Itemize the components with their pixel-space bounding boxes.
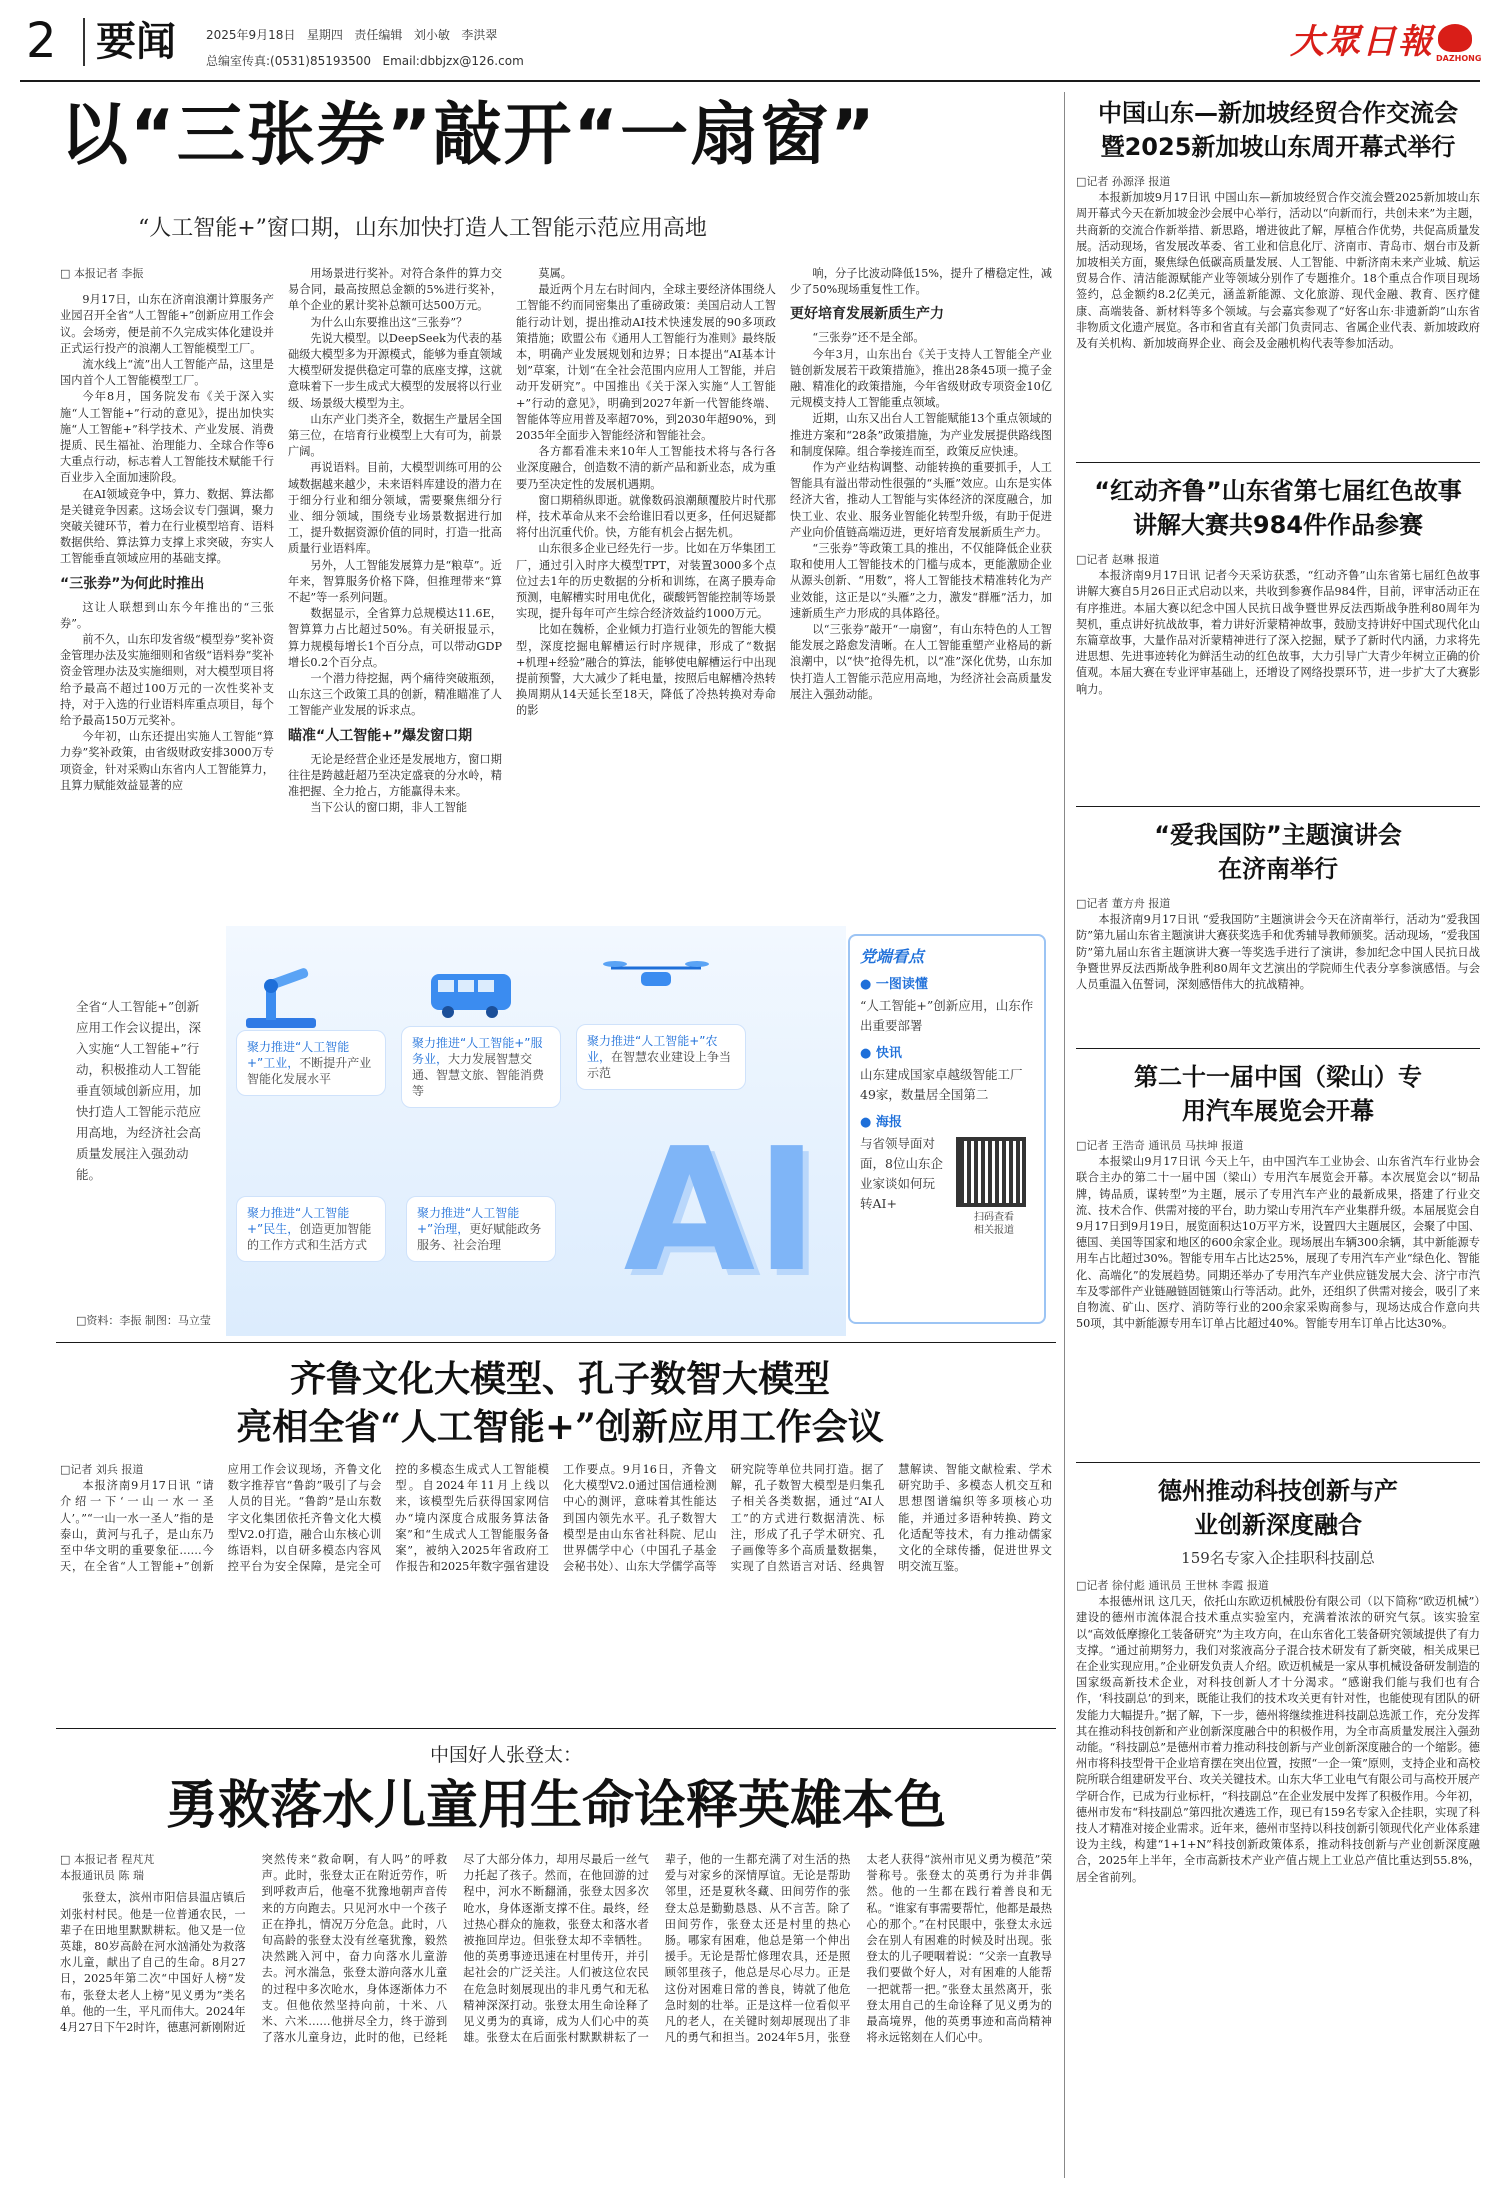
page-header [0, 0, 1500, 80]
robot-arm-illustration [236, 956, 326, 1036]
paragraph: 本报济南9月17日讯 “请介绍一下‘一山一水一圣人’。”“一山一水一圣人”指的是泰山，黄河与孔子，是山东乃至中华文明的重要象征……今天，在全省“人工智能+”创新应用工作会议现场，齐鲁文化数字推荐官“鲁韵”吸引了与会人员的目光。“鲁韵”是山东数字文化集团依托齐鲁文化大模型V2.0打造，融合山东核心训练语料，以自研多模态内容风控平台为安全保障，是完全可控的多模态生成式人工智能模型。自2024年11月上线以来，该模型先后获得国家网信办“境内深度合成服务算法备案”和“生成式人工智能服务备案”，被纳入2025年省政府工作报告和2025年数字强省建设工作要点。9月16日，齐鲁文化大模型V2.0通过国信通检测中心的测评，意味着其性能达到国内领先水平。孔子数智大模型是由山东省社科院、尼山世界儒学中心（中国孔子基金会秘书处）、山东大学儒学高等研究院等单位共同打造。据了解，孔子数智大模型是归集孔子相关各类数据，通过“AI人工”的方式进行数据清洗、标注，形成了孔子学术研究、孔子画像等多个高质量数据集，实现了自然语言对话、经典智慧解读、智能文献检索、学术研究助手、多模态人机交互和思想图谱编织等多项核心功能，并通过多语种转换、跨文化适配等技术，有力推动儒家文化的全球传播，促进世界文明交流互鉴。 [60, 1463, 1052, 1574]
paragraph: 数据显示，全省算力总规模达11.6E，智算算力占比超过50%。有关研报显示，算力规模每增长1个百分点，可以带动GDP增长0.2个百分点。 [288, 607, 502, 669]
editor-label: 责任编辑 [354, 28, 403, 42]
lead-col-2 [288, 266, 502, 970]
paragraph: “三张券”等政策工具的推出，不仅能降低企业获取和使用人工智能技术的门槛与成本，更能激励企业从源头创新、“用数”，将人工智能技术精准转化为产业效能，这正是以“头雁”之力，激发“群雁”活力，加速新质生产力形成的具体路径。 [790, 542, 1052, 620]
paragraph: 无论是经营企业还是发展地方，窗口期往往是跨越赶超乃至决定盛衰的分水岭，精准把握、全力抢占，方能赢得未来。 [288, 752, 502, 799]
paragraph: 比如在魏桥，企业倾力打造行业领先的智能大模型，深度挖掘电解槽运行时序规律，形成了“数据+机理+经验”融合的算法，能够使电解槽运行中出现提前预警，大大减少了耗电量，按照后电解槽冷热转换周期从14天延长至18天，降低了冷热转换对寿命的影 [516, 623, 776, 718]
subheadline: 159名专家入企挂职科技副总 [1181, 1549, 1375, 1567]
paragraph: 今年8月，国务院发布《关于深入实施“人工智能+”行动的意见》，提出加快实施“人工智能+”科学技术、产业发展、消费提质、民生福祉、治理能力、全球合作等6大重点行动，标志着人工智能技术赋能千行百业步入全面加速阶段。 [60, 390, 274, 485]
right-story-2 [1076, 474, 1480, 800]
paragraph: 今年初，山东还提出实施人工智能“算力券”奖补政策，由省级财政安排3000万专项资金，针对采购山东省内人工智能算力，且算力赋能效益显著的应 [60, 730, 274, 792]
headline: 第二十一届中国（梁山）专用汽车展览会开幕 [1134, 1063, 1422, 1125]
sidebar-section: ● 一图读懂 “人工智能+”创新应用，山东作出重要部署 [860, 977, 1034, 1033]
chip-agriculture: 聚力推进“人工智能+”农业，在智慧农业建设上争当示范 [576, 1024, 746, 1090]
header-rule [20, 80, 1480, 82]
byline: □记者 孙源泽 报道 [1076, 175, 1171, 188]
art2-title-2: 亮相全省“人工智能+”创新应用工作会议 [236, 1406, 884, 1448]
sidebar-section: ● 快讯 山东建成国家卓越级智能工厂49家，数量居全国第二 [860, 1046, 1023, 1102]
paragraph: 流水线上“流”出人工智能产品，这里是国内首个人工智能模型工厂。 [60, 358, 274, 388]
page-number: 2 [26, 13, 57, 69]
lead-title: 以“三张券”敲开“一扇窗” [60, 96, 877, 175]
paragraph: 本报德州讯 这几天，依托山东欧迈机械股份有限公司（以下简称“欧迈机械”）建设的德州市流体混合技术重点实验室内，充满着浓浓的研究气氛。该实验室以“高效低摩擦化工装备研究”为主攻方向，在山东省化工装备研究领域提供了有力支撑。“通过前期努力，我们对浆液高分子混合技术研发有了新突破，相关成果已在企业实现应用。”企业研发负责人介绍。欧迈机械是一家从事机械设备研发制造的国家级高新技术企业，对科技创新人才十分渴求。“感谢我们能与我们也有合作，‘科技副总’的到来，既能让我们的技术攻关更有针对性，也能使现有团队的研发能力大幅提升。”据了解，下一步，德州将继续推进科技副总选派工作，充分发挥其在推动科技创新和产业创新深度融合中的积极作用，为全市高质量发展注入强劲动能。“科技副总”是德州市着力推动科技创新与产业创新深度融合的一个缩影。德州市将科技型骨干企业培育摆在突出位置，按照“一企一策”原则，支持企业和高校院所联合组建研发平台、攻关关键技术。山东大华工业电气有限公司与高校开展产学研合作，已成为行业标杆，“科技副总”在企业发展中发挥了积极作用。今年初，德州市发布“科技副总”第四批次遴选工作，现已有159名专家入企挂职，实现了科技人才精准对接企业需求。近年来，德州市坚持以科技创新引领现代化产业体系建设为主线，构建“1+1+N”科技创新政策体系，推动科技创新与产业创新深度融合，2025年上半年，全市高新技术产业产值占规上工业总产值比重达到55.8%，居全省前列。 [1076, 1595, 1480, 1884]
paragraph: 作为产业结构调整、动能转换的重要抓手，人工智能具有溢出带动性很强的“头雁”效应。山东是实体经济大省，推动人工智能与实体经济的深度融合，加快工业、农业、服务业智能化转型升级，有助于促进产业向价值链高端迈进，更好培育发展新质生产力。 [790, 461, 1052, 539]
paragraph: 用场景进行奖补。对符合条件的算力交易合同，最高按照总金额的5%进行奖补，单个企业的累计奖补总额可达500万元。 [288, 267, 502, 313]
art3-body [60, 1852, 1052, 2178]
subheading: “三张券”为何此时推出 [60, 575, 205, 592]
logo-text: 大眾日報 [1290, 22, 1434, 62]
paragraph: 本报济南9月17日讯 记者今天采访获悉，“红动齐鲁”山东省第七届红色故事讲解大赛自5月26日正式启动以来，共收到参赛作品984件，目前，评审活动正在有序推进。本届大赛以纪念中国人民抗日战争暨世界反法西斯战争胜利80周年为契机，重点讲好抗战故事，着力讲好沂蒙精神故事，鼓励支持讲好中国式现代化山东篇章故事，大量作品对沂蒙精神进行了深入挖掘，赋予了新时代内涵，力求将先进思想、先进事迹转化为鲜活生动的红色故事，大力引导广大青少年树立正确的价值观。本届大赛在专业评审基础上，还增设了网络投票环节，进一步扩大了大赛影响力。 [1076, 569, 1480, 696]
drone-illustration [601, 946, 711, 1006]
sidebar-title: 党端看点 [860, 947, 925, 966]
headline: 德州推动科技创新与产业创新深度融合 [1158, 1477, 1398, 1539]
paragraph: 近期，山东又出台人工智能赋能13个重点领域的推进方案和“28条”政策措施，为产业发展提供路线图和制度保障。组合拳接连而至，政策反应快速。 [790, 412, 1052, 458]
paragraph: 在AI领域竞争中，算力、数据、算法都是关键竞争因素。这场会议专门强调，聚力突破关键环节，着力在行业模型培育、语料数据供给、算法算力支撑上求突破，夯实人工智能垂直领域应用的基础支撑。 [60, 487, 274, 566]
ai-block-graphic: AI [623, 1112, 819, 1310]
right-story-5 [1076, 1474, 1480, 2178]
byline: □记者 赵琳 报道 [1076, 553, 1160, 566]
paragraph: 本报新加坡9月17日讯 中国山东—新加坡经贸合作交流会暨2025新加坡山东周开幕式今天在新加坡金沙会展中心举行，活动以“向新而行，共创未来”为主题，共商新的交流合作新举措、新思路，增进彼此了解，厚植合作优势，共促高质量发展。活动现场，省发展改革委、省工业和信息化厅、济南市、青岛市、烟台市及新加坡相关方面，聚焦绿色低碳高质量发展、人工智能、中新济南未来产业城、航运贸易合作、清洁能源赋能产业等领域分别作了专题推介。18个重点合作项目现场签约，总金额约8.2亿美元，涵盖新能源、文化旅游、现代金融、教育、医疗健康、高端装备、新材料等多个领域。与会嘉宾参观了“好客山东·非遗新韵”山东省非物质文化遗产展览。各市和省直有关部门负责同志、省属企业代表、新加坡政府及有关机构、新加坡商界企业、商会及金融机构代表等参加活动。 [1076, 191, 1480, 351]
issue-date: 2025年9月18日 [206, 28, 296, 42]
newspaper-logo [1290, 20, 1480, 72]
divider [1076, 1048, 1480, 1049]
paragraph: 本报梁山9月17日讯 今天上午，由中国汽车工业协会、山东省汽车行业协会联合主办的第二十一届中国（梁山）专用汽车展览会开幕。本次展览会以“韧品牌，铸品质，谋转型”为主题，展示了专用汽车产业的最新成果，搭建了行业交流、技术合作、供需对接的平台，助力梁山专用汽车产业集群升级。本届展览会自9月17日到9月19日，展览面积达10万平方米，设置四大主题展区，会聚了中国、德国、美国等国家和地区的600余家企业。现场展出车辆300余辆，其中新能源专用车占比超过30%。智能专用车占比达25%，展现了专用汽车产业“绿色化、智能化、高端化”的发展趋势。同期还举办了专用汽车产业供应链发展大会、济宁市汽车及零部件产业链融链固链策山行等活动。此外，还组织了供需对接会，吸引了来自物流、矿山、医疗、消防等行业的200余家采购商参与，现场达成合作意向共50项，其中新能源专用车订单占比超过40%。智能专用车订单占比达30%。 [1076, 1155, 1480, 1331]
editor-name: 刘小敏 [413, 28, 450, 42]
divider [56, 1728, 1056, 1729]
paragraph: 山东产业门类齐全，数据生产量居全国第三位，在培育行业模型上大有可为，前景广阔。 [288, 412, 502, 459]
header-divider [83, 18, 85, 66]
paragraph: 最近两个月左右时间内，全球主要经济体围绕人工智能不约而同密集出了重磅政策：美国启动人工智能行动计划，提出推动AI技术快速发展的90多项政策措施；欧盟公布《通用人工智能行为准则》最终版本，明确产业发展规划和边界；日本提出“AI基本计划”草案，计划“在全社会范围内应用人工智能，并启动开发研究”。中国推出《关于深入实施“人工智能+”行动的意见》，明确到2027年新一代智能终端、智能体等应用普及率超70%，到2030年超90%，到2035年全面步入智能经济和智能社会。 [516, 283, 776, 443]
paragraph: 一个潜力待挖掘，两个痛待突破瓶颈，山东这三个政策工具的创新，精准瞄准了人工智能产业发展的诉求点。 [288, 672, 502, 718]
art3-kicker: 中国好人张登太： [430, 1744, 583, 1766]
chip-industry: 聚力推进“人工智能+”工业，不断提升产业智能化发展水平 [236, 1030, 386, 1096]
subheading: 瞄准“人工智能+”爆发窗口期 [288, 727, 473, 744]
art2-byline: □记者 刘兵 报道 [60, 1463, 144, 1476]
art2-title-1: 齐鲁文化大模型、孔子数智大模型 [289, 1358, 830, 1400]
lead-byline: □ 本报记者 李振 [60, 267, 144, 280]
paragraph: 山东很多企业已经先行一步。比如在万华集团工厂，通过引入时序大模型TPT，对装置3000多个点位过去1年的历史数据的分析和训练，在离子膜寿命预测，电解槽实时用电优化，碳酸钙智能控制等场景实现，提升每年可产生综合经济效益约1000万元。 [516, 542, 776, 621]
paragraph: “三张券”还不是全部。 [812, 331, 925, 345]
art3-byline-2: 本报通讯员 陈 瑞 [60, 1869, 144, 1883]
right-story-4 [1076, 1060, 1480, 1454]
art3-title: 勇救落水儿童用生命诠释英雄本色 [165, 1776, 946, 1836]
subheading: 更好培育发展新质生产力 [790, 306, 944, 323]
paragraph: 各方都看准未来10年人工智能技术将与各行各业深度融合，创造数不清的新产品和新业态，成为重要乃至决定性的发展机遇期。 [516, 445, 776, 491]
paragraph: 窗口期稍纵即逝。就像数码浪潮颠覆胶片时代那样，技术革命从来不会给谁旧看以更多，任何迟疑都将付出沉重代价。快，方能有机会占据先机。 [516, 493, 776, 540]
party-app-sidebar [848, 934, 1046, 1324]
art2-body [60, 1462, 1052, 1718]
lead-col-4 [790, 266, 1052, 970]
chip-livelihood: 聚力推进“人工智能+”民生，创造更加智能的工作方式和生活方式 [236, 1196, 386, 1262]
chip-service: 聚力推进“人工智能+”服务业，大力发展智慧交通、智慧文旅、智能消费等 [401, 1026, 561, 1108]
bus-illustration [426, 956, 516, 1026]
paragraph: 本报济南9月17日讯 “爱我国防”主题演讲会今天在济南举行，活动为“爱我国防”第九届山东省主题演讲大赛获奖选手和优秀辅导教师颁奖。活动现场，“爱我国防”第九届山东省主题演讲大赛一等奖选手进行了演讲，参加纪念中国人民抗日战争暨世界反法西斯战争胜利80周年文艺演出的学院师生代表分享参演感悟。与会人员重温入伍誓词，深刻感悟伟大的抗战精神。 [1076, 913, 1480, 992]
divider [1076, 1462, 1480, 1463]
paragraph: 今年3月，山东出台《关于支持人工智能全产业链创新发展若干政策措施》，推出28条45项一揽子金融、精准化的政策措施，今年省级财政专项资金10亿元规模支持人工智能重点领域。 [790, 347, 1052, 410]
paragraph: 先说大模型。以DeepSeek为代表的基础级大模型多为开源模式，能够为垂直领域大模型研发提供稳定可靠的底座支撑，这就意味着下一步生成式大模型的发展将以行业级、场景级大模型为主。 [288, 331, 502, 410]
infographic-credit: □资料：李振 制图：马立莹 [76, 1314, 211, 1327]
divider [56, 1342, 1056, 1343]
headline: “红动齐鲁”山东省第七届红色故事讲解大赛共984件作品参赛 [1094, 477, 1462, 539]
lead-col-3 [516, 266, 776, 970]
paragraph: 以“三张券”敲开“一扇窗”，有山东特色的人工智能发展之路愈发清晰。在人工智能重塑产业格局的新浪潮中，以“快”抢得先机，以“准”深化优势，山东加快打造人工智能示范应用高地，为经济社会高质量发展注入强劲动能。 [790, 623, 1052, 701]
paragraph: 再说语料。目前，大模型训练可用的公域数据越来越少，未来语料库建设的潜力在于细分行业和细分领域，需要聚焦细分行业、细分领域，围绕专业场景数据进行加工，提升数据资源价值的同时，打造一批高质量行业语料库。 [288, 461, 502, 556]
right-story-3 [1076, 818, 1480, 1042]
chip-governance: 聚力推进“人工智能+”治理，更好赋能政务服务、社会治理 [406, 1196, 556, 1262]
paragraph: 莫属。 [538, 267, 572, 280]
lead-col-1 [60, 266, 274, 970]
logo-en: DAZHONG [1436, 54, 1482, 63]
proofreader: 李洪翠 [461, 28, 498, 42]
right-story-1 [1076, 96, 1480, 452]
paragraph: 当下公认的窗口期，非人工智能 [310, 801, 468, 815]
column-rule [1064, 92, 1065, 2178]
qr-caption: 扫码查看 相关报道 [974, 1212, 1014, 1236]
headline: 中国山东—新加坡经贸合作交流会暨2025新加坡山东周开幕式举行 [1098, 99, 1458, 161]
byline: □记者 徐付彪 通讯员 王世林 李霞 报道 [1076, 1579, 1269, 1592]
paragraph: 这让人联想到山东今年推出的“三张券”。 [60, 600, 274, 630]
paragraph: 张登太，滨州市阳信县温店镇后刘张村村民。他是一位普通农民，一辈子在田地里默默耕耘。他又是一位英雄，80岁高龄在河水汹涌处为救落水儿童，献出了自己的生命。8月27日，2025年第二次“中国好人榜”发布，张登太老人上榜“见义勇为”类名单。他的一生，平凡而伟大。2024年4月27日下午2时许，德惠河新刚附近突然传来“救命啊，有人吗”的呼救声。此时，张登太正在附近劳作，听到呼救声后，他毫不犹豫地朝声音传来的方向跑去。只见河水中一个孩子正在挣扎，情况万分危急。此时，八旬高龄的张登太没有丝毫犹豫，毅然决然跳入河中，奋力向落水儿童游去。河水湍急，张登太游向落水儿童的过程中多次呛水，身体逐渐体力不支。但他依然坚持向前，十米、八米、六米……他拼尽全力，终于游到了落水儿童身边，此时的他，已经耗尽了大部分体力，却用尽最后一丝气力托起了孩子。然而，在他回游的过程中，河水不断翻涌，张登太因多次呛水，身体逐渐支撑不住。最终，经过热心群众的施救，张登太和落水者被拖回岸边。但张登太却不幸牺牲。他的英勇事迹迅速在村里传开，并引起社会的广泛关注。人们被这位农民在危急时刻展现出的非凡勇气和无私精神深深打动。张登太用生命诠释了见义勇为的真谛，成为人们心中的英雄。张登太在后面张村默默耕耘了一辈子，他的一生都充满了对生活的热爱与对家乡的深情厚谊。无论是帮助邻里，还是夏秋冬藏、田间劳作的张登太总是勤勤恳恳、从不言苦。除了田间劳作，张登太还是村里的热心肠。哪家有困难，他总是第一个伸出援手。无论是帮忙修理农具，还是照顾邻里孩子，他总是尽心尽力。正是这份对困难日常的善良，铸就了他危急时刻的壮举。正是这样一位看似平凡的老人，在关键时刻却展现出了非凡的勇气和担当。2024年5月，张登太老人获得“滨州市见义勇为模范”荣誉称号。张登太的英勇行为并非偶然。他的一生都在践行着善良和无私。“谁家有事需要帮忙，他都是最热心的那个。”在村民眼中，张登太永远会在别人有困难的时候及时出现。张登太的儿子哽咽着说：“父亲一直教导我们要做个好人，对有困难的人能帮一把就帮一把。”张登太虽然离开，张登太用自己的生命诠释了见义勇为的最高境界，他的英勇事迹和高尚精神将永远铭刻在人们心中。 [60, 1853, 1052, 2045]
art3-byline-1: □ 本报记者 程芃芃 [60, 1853, 155, 1866]
section-name: 要闻 [96, 19, 176, 65]
logo-emblem-icon [1438, 24, 1472, 52]
qr-code-icon[interactable] [956, 1137, 1026, 1207]
email-line: Email:dbbjzx@126.com [382, 54, 524, 68]
headline: “爱我国防”主题演讲会在济南举行 [1154, 821, 1402, 883]
fax-line: 总编室传真:(0531)85193500 [206, 54, 372, 68]
infographic-intro: 全省“人工智能+”创新应用工作会议提出，深入实施“人工智能+”行动，积极推动人工智能垂直领域创新应用，加快打造人工智能示范应用高地，为经济社会高质量发展注入强劲动能。 [76, 999, 202, 1182]
sidebar-section: ● 海报 与省领导面对面，8位山东企业家谈如何玩转AI+ 扫码查看 相关报道 [860, 1111, 1034, 1214]
paragraph: 前不久，山东印发省级“模型券”奖补资金管理办法及实施细则和省级“语料券”奖补资金管理办法及实施细则，对大模型项目将给予最高不超过100万元的一次性奖补支持，对于入选的行业语料库重点项目，每个给予最高150万元奖补。 [60, 633, 274, 728]
paragraph: 为什么山东要推出这“三张券”？ [310, 315, 468, 329]
lead-subtitle: “人工智能+”窗口期，山东加快打造人工智能示范应用高地 [138, 216, 707, 241]
divider [1076, 462, 1480, 463]
paragraph: 9月17日，山东在济南浪潮计算服务产业园召开全省“人工智能+”创新应用工作会议。会场旁，便是前不久完成实体化建设并正式运行投产的浪潮人工智能模型工厂。 [60, 293, 274, 355]
paragraph: 另外，人工智能发展算力是“粮草”。近年来，智算服务价格下降，但推理带来“算不起”等一系列问题。 [288, 558, 502, 605]
paragraph: 响，分子比波动降低15%，提升了槽稳定性，减少了50%现场重复性工作。 [790, 267, 1052, 297]
byline: □记者 王浩奇 通讯员 马扶坤 报道 [1076, 1139, 1244, 1152]
byline: □记者 董方舟 报道 [1076, 897, 1171, 910]
divider [1076, 806, 1480, 807]
infographic [56, 926, 1056, 1336]
weekday: 星期四 [306, 28, 343, 42]
